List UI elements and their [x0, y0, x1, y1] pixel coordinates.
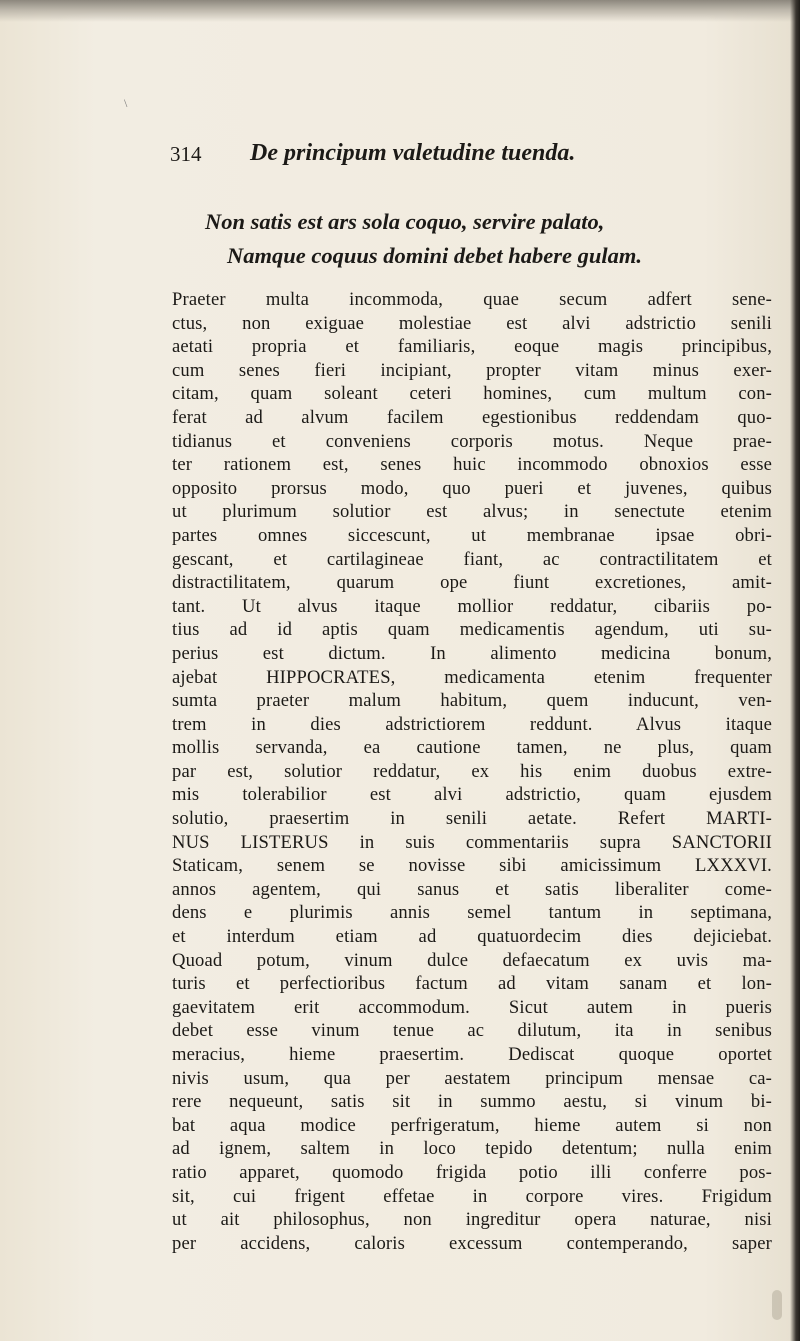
text-line: meracius, hieme praesertim. Dediscat quoque oportet: [172, 1044, 772, 1065]
text-line: bat aqua modice perfrigeratum, hieme autem si non: [172, 1114, 772, 1136]
text-line: aetati propria et familiaris, eoque magis principibus,: [172, 336, 772, 358]
text-line: ferat ad alvum facilem egestionibus reddendam quo-: [172, 406, 772, 428]
text-line: ut plurimum solutior est alvus; in senectute etenim: [172, 501, 772, 523]
text-line: ter rationem est, senes huic incommodo obnoxios esse: [172, 454, 772, 476]
text-line: tidianus et conveniens corporis motus. Neque prae-: [172, 430, 772, 452]
text-line: Praeter multa incommoda, quae secum adfert sene-: [172, 289, 772, 310]
margin-mark: \: [124, 96, 128, 110]
verse-line: Non satis est ars sola coquo, servire palato,: [205, 209, 605, 234]
page-number: 314: [170, 142, 202, 166]
text-line: gescant, et cartilagineae fiant, ac contractilitatem et: [172, 548, 772, 570]
text-line: opposito prorsus modo, quo pueri et juvenes, quibus: [172, 477, 772, 499]
text-line: perius est dictum. In alimento medicina bonum,: [172, 642, 772, 664]
text-line: trem in dies adstrictiorem reddunt. Alvus itaque: [172, 713, 772, 735]
text-line: distractilitatem, quarum ope fiunt excretiones, amit-: [172, 572, 772, 594]
text-line: ut ait philosophus, non ingreditur opera naturae, nisi: [172, 1209, 772, 1231]
page-edge-shadow: [790, 0, 800, 1341]
top-shadow: [0, 0, 800, 22]
text-line: tant. Ut alvus itaque mollior reddatur, cibariis po-: [172, 595, 772, 617]
text-line: mollis servanda, ea cautione tamen, ne plus, quam: [172, 737, 772, 759]
text-line: debet esse vinum tenue ac dilutum, ita in senibus: [172, 1020, 772, 1042]
text-line: et interdum etiam ad quatuordecim dies dejiciebat.: [172, 926, 772, 948]
text-line: per accidens, caloris excessum contemperando, saper: [172, 1232, 772, 1254]
text-line: NUS LISTERUS in suis commentariis supra SANCTORII: [172, 831, 772, 853]
text-line: cum senes fieri incipiant, propter vitam minus exer-: [172, 359, 772, 381]
text-line: mis tolerabilior est alvi adstrictio, quam ejusdem: [172, 784, 772, 806]
text-line: ad ignem, saltem in loco tepido detentum; nulla enim: [172, 1138, 772, 1160]
text-line: solutio, praesertim in senili aetate. Refert MARTI-: [172, 808, 772, 830]
text-line: ctus, non exiguae molestiae est alvi adstrictio senili: [172, 312, 772, 334]
page-header: [170, 142, 760, 172]
running-title: De principum valetudine tuenda.: [250, 140, 576, 166]
verse-line: Namque coquus domini debet habere gulam.: [227, 243, 643, 268]
text-line: par est, solutior reddatur, ex his enim duobus extre-: [172, 760, 772, 782]
text-line: dens e plurimis annis semel tantum in septimana,: [172, 902, 772, 924]
text-line: ratio apparet, quomodo frigida potio illi conferre pos-: [172, 1161, 772, 1183]
text-line: sumta praeter malum habitum, quem inducunt, ven-: [172, 690, 772, 712]
ink-blot: [772, 1290, 782, 1320]
text-line: Quoad potum, vinum dulce defaecatum ex uvis ma-: [172, 949, 772, 971]
text-line: tius ad id aptis quam medicamentis agendum, uti su-: [172, 619, 772, 641]
text-line: citam, quam soleant ceteri homines, cum multum con-: [172, 383, 772, 405]
text-line: Staticam, senem se novisse sibi amicissimum LXXXVI.: [172, 855, 772, 877]
body-text: [172, 288, 772, 1255]
text-line: sit, cui frigent effetae in corpore vires. Frigidum: [172, 1185, 772, 1207]
verse-quote: [205, 205, 765, 273]
text-line: annos agentem, qui sanus et satis liberaliter come-: [172, 878, 772, 900]
text-line: rere nequeunt, satis sit in summo aestu, si vinum bi-: [172, 1091, 772, 1113]
text-line: ajebat HIPPOCRATES, medicamenta etenim frequenter: [172, 666, 772, 688]
text-line: turis et perfectioribus factum ad vitam sanam et lon-: [172, 973, 772, 995]
text-line: gaevitatem erit accommodum. Sicut autem in pueris: [172, 996, 772, 1018]
text-line: nivis usum, qua per aestatem principum mensae ca-: [172, 1067, 772, 1089]
text-line: partes omnes siccescunt, ut membranae ipsae obri-: [172, 524, 772, 546]
